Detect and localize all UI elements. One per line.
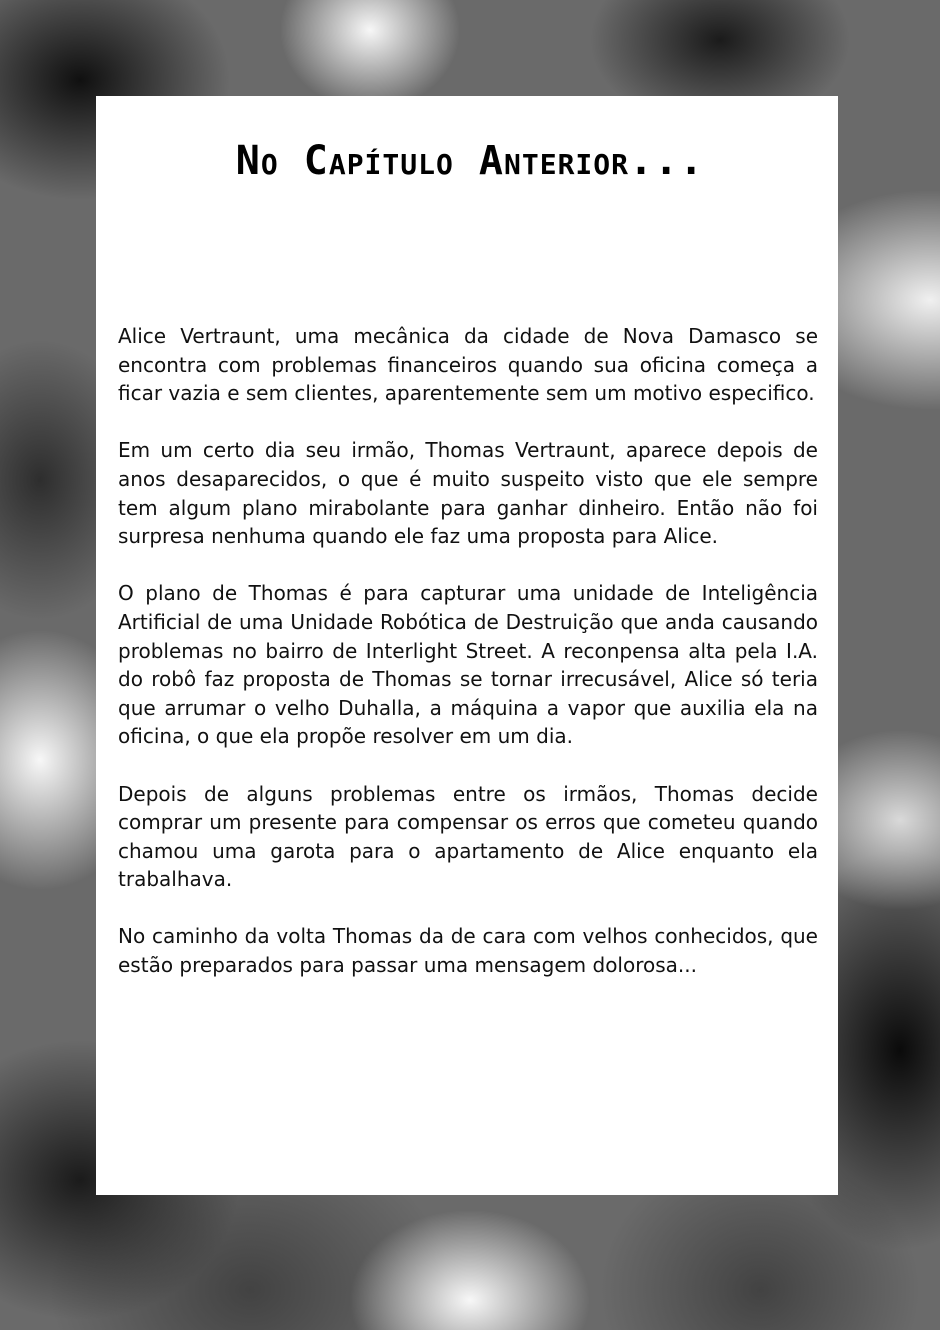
paragraph-1: Alice Vertraunt, uma mecânica da cidade de Nova Damasco se encontra com problemas financeiros quando sua oficina começa a ficar vazia e sem clientes, aparentemente sem um motivo especifico. bbox=[118, 324, 818, 406]
story-summary bbox=[118, 322, 818, 1008]
page-title: No Capítulo Anterior... bbox=[235, 138, 705, 184]
paragraph-2: Em um certo dia seu irmão, Thomas Vertraunt, aparece depois de anos desaparecidos, o que é muito suspeito visto que ele sempre tem algum plano mirabolante para ganhar dinheiro. Então não foi surpresa nenhuma quando ele faz uma proposta para Alice. bbox=[118, 438, 818, 549]
paragraph-4: Depois de alguns problemas entre os irmãos, Thomas decide comprar um presente para compensar os erros que cometeu quando chamou uma garota para o apartamento de Alice enquanto ela trabalhava. bbox=[118, 781, 818, 892]
paragraph-5: No caminho da volta Thomas da de cara com velhos conhecidos, que estão preparados para passar uma mensagem dolorosa... bbox=[118, 924, 818, 978]
paragraph-3: O plano de Thomas é para capturar uma unidade de Inteligência Artificial de uma Unidade Robótica de Destruição que anda causando problemas no bairro de Interlight Street. A reconpensa alta pela I.A. do robô faz proposta de Thomas se tornar irrecusável, Alice só teria que arrumar o velho Duhalla, a máquina a vapor que auxilia ela na oficina, o que ela propõe resolver em um dia. bbox=[118, 581, 818, 749]
